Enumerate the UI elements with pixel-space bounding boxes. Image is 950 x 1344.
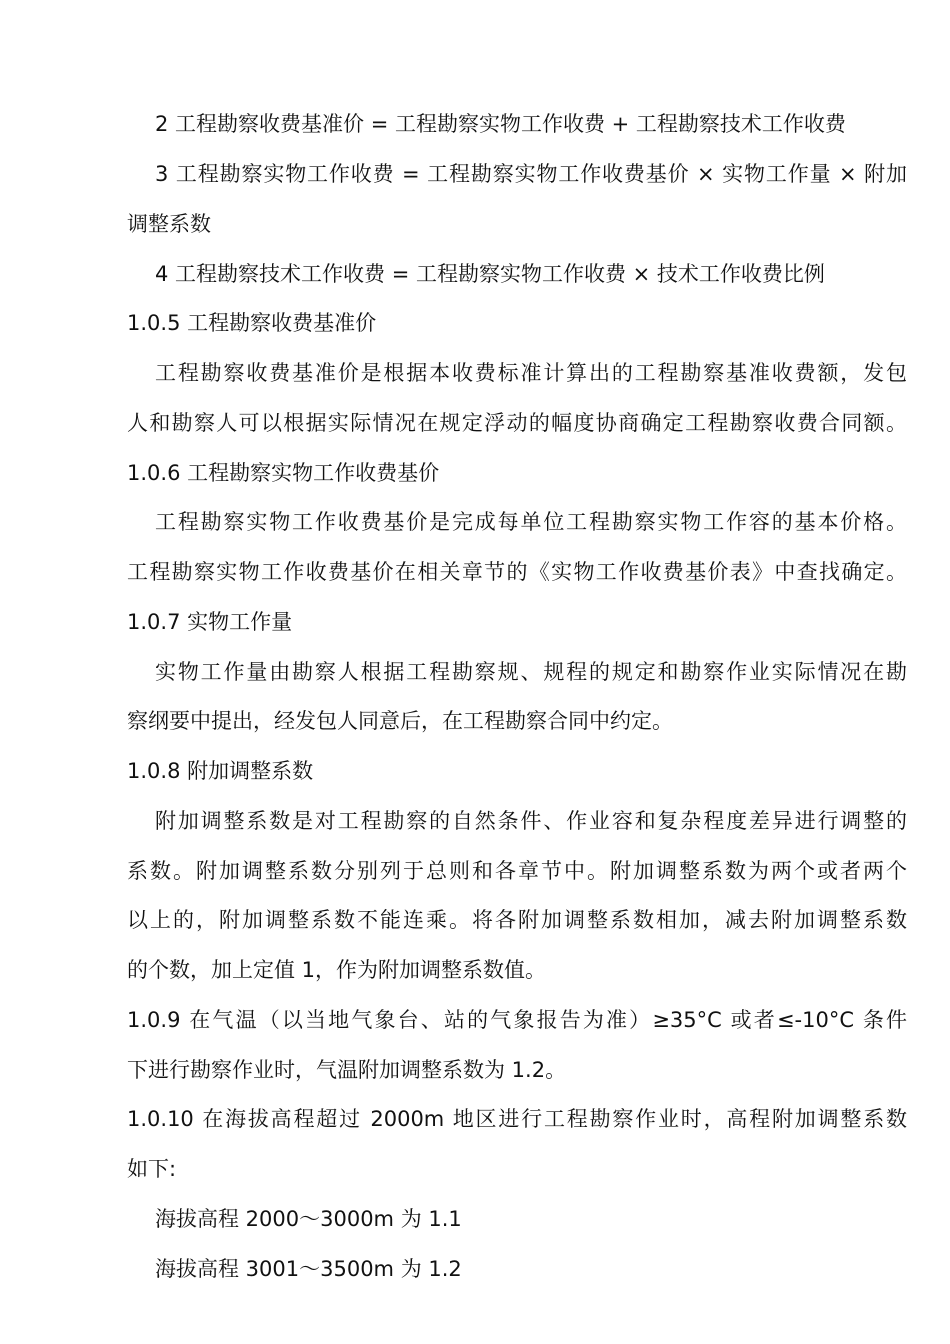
- formula-2: 2 工程勘察收费基准价 = 工程勘察实物工作收费 + 工程勘察技术工作收费: [155, 112, 846, 136]
- section-1-0-10-line2: 如下:: [127, 1157, 177, 1181]
- paragraph-1-0-7-line1: 实物工作量由勘察人根据工程勘察规、规程的规定和勘察作业实际情况在勘: [155, 660, 907, 684]
- section-1-0-9-line2: 下进行勘察作业时，气温附加调整系数为 1.2。: [127, 1058, 567, 1082]
- paragraph-1-0-8-line3: 以上的，附加调整系数不能连乘。将各附加调整系数相加，减去附加调整系数: [127, 908, 907, 932]
- section-heading-1-0-8: 1.0.8 附加调整系数: [127, 759, 314, 783]
- paragraph-1-0-6-line1: 工程勘察实物工作收费基价是完成每单位工程勘察实物工作容的基本价格。: [155, 510, 907, 534]
- paragraph-1-0-7-line2: 察纲要中提出，经发包人同意后，在工程勘察合同中约定。: [127, 709, 673, 733]
- formula-4: 4 工程勘察技术工作收费 = 工程勘察实物工作收费 × 技术工作收费比例: [155, 262, 825, 286]
- paragraph-1-0-5-line2: 人和勘察人可以根据实际情况在规定浮动的幅度协商确定工程勘察收费合同额。: [127, 411, 907, 435]
- section-heading-1-0-7: 1.0.7 实物工作量: [127, 610, 293, 634]
- formula-3-line1: 3 工程勘察实物工作收费 = 工程勘察实物工作收费基价 × 实物工作量 × 附加: [155, 162, 907, 186]
- section-heading-1-0-6: 1.0.6 工程勘察实物工作收费基价: [127, 461, 440, 485]
- paragraph-1-0-8-line4: 的个数，加上定值 1，作为附加调整系数值。: [127, 958, 547, 982]
- paragraph-1-0-6-line2: 工程勘察实物工作收费基价在相关章节的《实物工作收费基价表》中查找确定。: [127, 560, 907, 584]
- paragraph-1-0-8-line1: 附加调整系数是对工程勘察的自然条件、作业容和复杂程度差异进行调整的: [155, 809, 907, 833]
- paragraph-1-0-8-line2: 系数。附加调整系数分别列于总则和各章节中。附加调整系数为两个或者两个: [127, 859, 907, 883]
- section-1-0-9-line1: 1.0.9 在气温（以当地气象台、站的气象报告为准）≥35°C 或者≤-10°C 条件: [127, 1008, 907, 1032]
- altitude-item-1: 海拔高程 2000～3000m 为 1.1: [155, 1207, 462, 1231]
- altitude-item-2: 海拔高程 3001～3500m 为 1.2: [155, 1257, 462, 1281]
- section-1-0-10-line1: 1.0.10 在海拔高程超过 2000m 地区进行工程勘察作业时，高程附加调整系数: [127, 1107, 907, 1131]
- section-heading-1-0-5: 1.0.5 工程勘察收费基准价: [127, 311, 377, 335]
- formula-3-line2: 调整系数: [127, 212, 211, 236]
- paragraph-1-0-5-line1: 工程勘察收费基准价是根据本收费标准计算出的工程勘察基准收费额，发包: [155, 361, 907, 385]
